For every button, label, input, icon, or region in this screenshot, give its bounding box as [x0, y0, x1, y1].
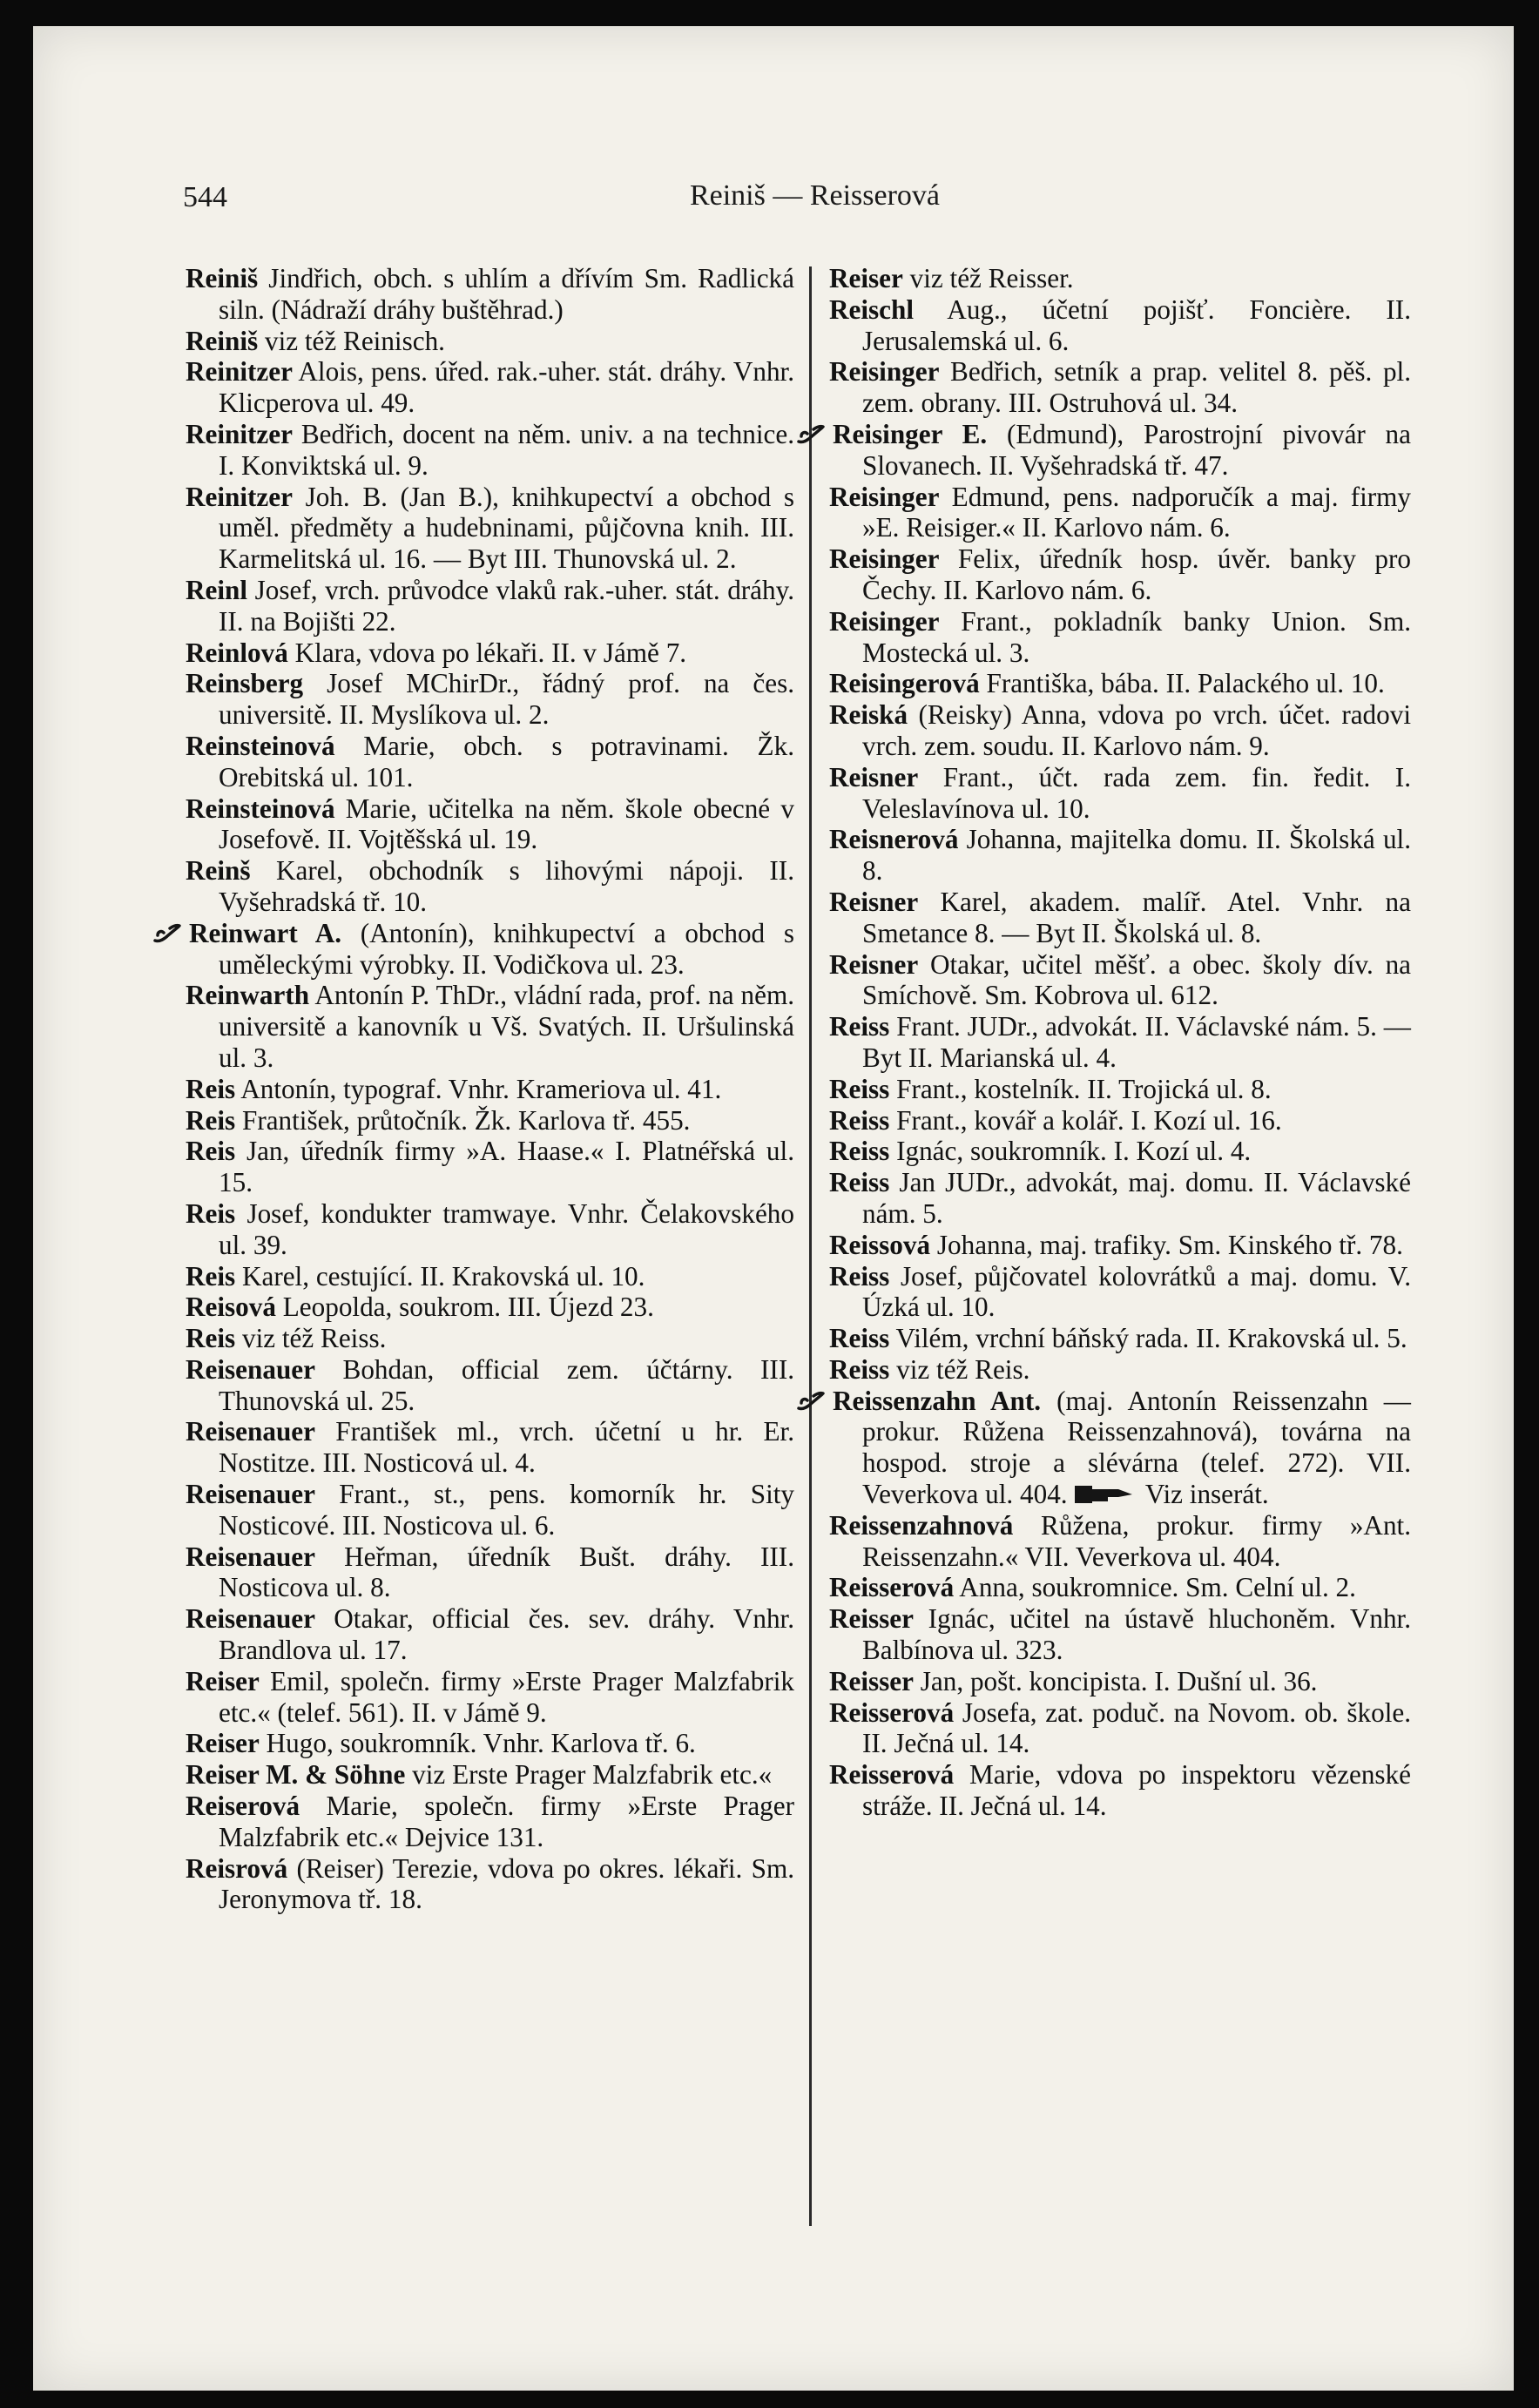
column-divider: [809, 266, 812, 2226]
entry-headword: Reinsberg: [186, 668, 304, 699]
directory-entry: [829, 606, 1411, 669]
entry-headword: Reiniš: [186, 263, 259, 293]
entry-text: Bedřich, setník a prap. velitel 8. pěš. pl. zem. obrany. III. Ostruhová ul. 34.: [862, 356, 1411, 419]
directory-entry: [829, 1074, 1411, 1105]
entry-headword: Reischl: [829, 293, 915, 325]
directory-entry: [829, 1697, 1411, 1760]
directory-entry: [186, 1666, 794, 1729]
entry-text: Edmund, pens. nadporučík a maj. firmy »E. Reisiger.« II. Karlovo nám. 6.: [862, 481, 1411, 543]
entry-text: Leopolda, soukrom. III. Újezd 23.: [275, 1292, 654, 1323]
entry-text: Hugo, soukromník. Vnhr. Karlova tř. 6.: [259, 1728, 696, 1759]
entry-headword: Reisserová: [829, 1696, 955, 1728]
directory-entry: [186, 1853, 794, 1916]
entry-headword: Reisserová: [829, 1572, 955, 1603]
entry-text: Ignác, učitel na ústavě hluchoněm. Vnhr. Balbínova ul. 323.: [862, 1603, 1411, 1666]
directory-entry: [829, 1230, 1411, 1261]
entry-headword: Reiser: [186, 1728, 260, 1759]
entry-headword: Reiser: [186, 1665, 260, 1696]
directory-entry: [186, 1479, 794, 1541]
directory-entry: [186, 575, 794, 637]
directory-entry: [186, 1603, 794, 1666]
entry-text: Josef, půjčovatel kolovrátků a maj. domu. V. Úzká ul. 10.: [862, 1260, 1411, 1323]
entry-text: Emil, společn. firmy »Erste Prager Malzfabrik etc.« (telef. 561). II. v Jámě 9.: [219, 1665, 794, 1728]
directory-entry: [829, 419, 1411, 482]
directory-entry: [186, 731, 794, 793]
entry-headword: Reisenauer: [186, 1416, 315, 1447]
entry-text: (Edmund), Parostrojní pivovár na Slovanech. II. Vyšehradská tř. 47.: [862, 418, 1411, 481]
entry-headword: Reiská: [829, 699, 908, 731]
entry-headword: Reinitzer: [186, 481, 293, 512]
directory-entry: [829, 1323, 1411, 1354]
entry-text: Jan, pošt. koncipista. I. Dušní ul. 36.: [914, 1665, 1318, 1696]
entry-headword: Reis: [186, 1136, 236, 1167]
directory-entry: [186, 419, 794, 482]
entry-headword: Reisner: [829, 886, 919, 917]
directory-entry: [186, 1416, 794, 1479]
directory-entry: [829, 1167, 1411, 1230]
left-column: [186, 263, 794, 1915]
entry-headword: Reiniš: [186, 325, 259, 356]
entry-headword: Reissenzahnová: [829, 1509, 1014, 1541]
entry-headword: Reissenzahn Ant.: [833, 1385, 1042, 1416]
entry-text: Bohdan, official zem. účtárny. III. Thunovská ul. 25.: [219, 1353, 794, 1416]
entry-text: Heřman, úředník Bušt. dráhy. III. Nosticova ul. 8.: [219, 1541, 794, 1603]
directory-entry: [829, 1666, 1411, 1697]
directory-entry: [829, 1011, 1411, 1074]
directory-entry: [829, 887, 1411, 949]
entry-text: (Reisky) Anna, vdova po vrch. účet. radovi vrch. zem. soudu. II. Karlovo nám. 9.: [862, 699, 1411, 761]
directory-entry: [186, 793, 794, 856]
entry-text: Frant., účt. rada zem. fin. ředit. I. Veleslavínova ul. 10.: [862, 761, 1411, 824]
entry-text: Johanna, maj. trafiky. Sm. Kinského tř. 78.: [930, 1229, 1403, 1260]
directory-entry: [829, 762, 1411, 825]
directory-entry: [829, 668, 1411, 699]
entry-headword: Reis: [186, 1197, 236, 1229]
entry-headword: Reisová: [186, 1292, 276, 1323]
entry-text: Karel, cestující. II. Krakovská ul. 10.: [235, 1260, 645, 1292]
directory-entry: [186, 1728, 794, 1759]
entry-headword: Reisenauer: [186, 1541, 315, 1572]
directory-entry: [186, 326, 794, 357]
directory-entry: [186, 356, 794, 419]
entry-headword: Reisenauer: [186, 1353, 315, 1385]
entry-headword: Reinl: [186, 574, 248, 605]
telephone-mark-icon: [796, 424, 826, 445]
entry-headword: Reinwarth: [186, 980, 310, 1011]
entry-headword: Reiss: [829, 1073, 890, 1104]
entry-text: (Reiser) Terezie, vdova po okres. lékaři. Sm. Jeronymova tř. 18.: [219, 1852, 794, 1915]
entry-text: (Antonín), knihkupectví a obchod s uměleckými výrobky. II. Vodičkova ul. 23.: [219, 917, 794, 980]
directory-entry: [829, 294, 1411, 357]
entry-headword: Reis: [186, 1260, 236, 1292]
entry-text: Bedřich, docent na něm. univ. a na technice. I. Konviktská ul. 9.: [219, 418, 794, 481]
running-head: Reiniš — Reisserová: [689, 179, 941, 212]
directory-entry: [829, 1572, 1411, 1603]
directory-entry: [186, 1136, 794, 1198]
entry-headword: Reisinger: [829, 543, 940, 575]
directory-entry: [829, 1759, 1411, 1822]
directory-entry: [829, 482, 1411, 544]
directory-entry: [186, 1759, 794, 1791]
directory-entry: [186, 668, 794, 731]
entry-headword: Reisenauer: [186, 1603, 315, 1635]
telephone-mark-icon: [796, 1391, 826, 1412]
entry-text: Marie, společn. firmy »Erste Prager Malzfabrik etc.« Dejvice 131.: [219, 1791, 794, 1852]
entry-headword: Reinwart A.: [189, 917, 342, 948]
entry-text: Růžena, prokur. firmy »Ant. Reissenzahn.« VII. Veverkova ul. 404.: [862, 1509, 1411, 1572]
directory-entry: [829, 356, 1411, 419]
directory-entry: [829, 699, 1411, 762]
telephone-mark-icon: [152, 923, 182, 944]
entry-text: viz též Reinisch.: [258, 325, 445, 356]
directory-entry: [829, 263, 1411, 294]
entry-headword: Reiser: [829, 263, 903, 293]
entry-headword: Reiserová: [186, 1791, 300, 1822]
entry-text: (maj. Antonín Reissenzahn — prokur. Růžena Reissenzahnová), továrna na hospod. stroje a slévárna (telef. 272). VII. Veverkova ul. 404.: [862, 1385, 1411, 1510]
directory-entry: [186, 637, 794, 669]
directory-page: [33, 26, 1514, 2391]
directory-entry: [186, 1292, 794, 1323]
entry-headword: Reisinger: [829, 605, 940, 637]
entry-headword: Reinsteinová: [186, 793, 335, 824]
entry-text: viz též Reis.: [889, 1353, 1030, 1385]
directory-entry: [186, 1105, 794, 1137]
entry-text: Josef, vrch. průvodce vlaků rak.-uher. stát. dráhy. II. na Bojišti 22.: [219, 574, 794, 637]
entry-text: Anna, soukromnice. Sm. Celní ul. 2.: [954, 1572, 1356, 1603]
entry-text: Alois, pens. úřed. rak.-uher. stát. dráhy. Vnhr. Klicperova ul. 49.: [219, 356, 794, 419]
page-number: 544: [183, 181, 227, 213]
entry-headword: Reinlová: [186, 637, 288, 668]
entry-headword: Reisinger: [829, 356, 940, 388]
entry-headword: Reiss: [829, 1011, 890, 1042]
directory-entry: [186, 1323, 794, 1354]
entry-headword: Reis: [186, 1073, 236, 1104]
pointing-hand-icon: [1073, 1482, 1134, 1507]
entry-text: Antonín, typograf. Vnhr. Krameriova ul. 41.: [235, 1073, 722, 1104]
entry-text: Josefa, zat. poduč. na Novom. ob. škole. II. Ječná ul. 14.: [862, 1696, 1411, 1759]
entry-text: viz též Reisser.: [902, 263, 1074, 293]
directory-entry: [829, 1261, 1411, 1324]
entry-text: František ml., vrch. účetní u hr. Er. Nostitze. III. Nosticová ul. 4.: [219, 1416, 794, 1479]
entry-text: Ignác, soukromník. I. Kozí ul. 4.: [889, 1136, 1252, 1167]
entry-headword: Reis: [186, 1104, 236, 1136]
entry-headword: Reisrová: [186, 1852, 288, 1884]
entry-headword: Reisingerová: [829, 668, 980, 699]
directory-entry: [186, 1541, 794, 1604]
entry-headword: Reinitzer: [186, 418, 293, 449]
right-column: [829, 263, 1411, 1822]
entry-headword: Reis: [186, 1323, 236, 1354]
entry-text: Karel, akadem. malíř. Atel. Vnhr. na Smetance 8. — Byt II. Školská ul. 8.: [862, 886, 1411, 948]
entry-headword: Reiss: [829, 1136, 890, 1167]
entry-headword: Reisnerová: [829, 824, 959, 855]
entry-headword: Reinitzer: [186, 356, 293, 388]
entry-text: Marie, vdova po inspektoru vězenské stráže. II. Ječná ul. 14.: [862, 1759, 1411, 1822]
entry-headword: Reiss: [829, 1104, 890, 1136]
entry-headword: Reisserová: [829, 1759, 955, 1791]
directory-entry: [829, 1603, 1411, 1666]
entry-reference: Viz inserát.: [1138, 1479, 1269, 1510]
entry-text: Otakar, official čes. sev. dráhy. Vnhr. Brandlova ul. 17.: [219, 1603, 794, 1666]
entry-text: Josef MChirDr., řádný prof. na čes. universitě. II. Myslíkova ul. 2.: [219, 668, 794, 731]
directory-entry: [186, 855, 794, 918]
directory-entry: [186, 1354, 794, 1417]
entry-headword: Reisser: [829, 1665, 914, 1696]
entry-text: Jan, úředník firmy »A. Haase.« I. Platnéřská ul. 15.: [219, 1136, 794, 1198]
entry-headword: Reinš: [186, 855, 251, 887]
entry-headword: Reiss: [829, 1260, 890, 1292]
entry-headword: Reisinger E.: [833, 418, 988, 449]
directory-entry: [186, 1261, 794, 1292]
entry-text: Vilém, vrchní báňský rada. II. Krakovská ul. 5.: [889, 1323, 1407, 1354]
entry-text: Otakar, učitel měšť. a obec. školy dív. na Smíchově. Sm. Kobrova ul. 612.: [862, 948, 1411, 1011]
entry-text: František, průtočník. Žk. Karlova tř. 455.: [235, 1104, 691, 1136]
directory-entry: [186, 1791, 794, 1853]
entry-text: Joh. B. (Jan B.), knihkupectví a obchod s uměl. předměty a hudebninami, půjčovna knih. III. Karmelitská ul. 16. — Byt III. Thunovská ul. 2.: [219, 481, 794, 575]
entry-text: Františka, bába. II. Palackého ul. 10.: [979, 668, 1385, 699]
entry-text: Antonín P. ThDr., vládní rada, prof. na něm. universitě a kanovník u Vš. Svatých. II. Uršulinská ul. 3.: [219, 980, 794, 1073]
entry-text: Josef, kondukter tramwaye. Vnhr. Čelakovského ul. 39.: [219, 1197, 794, 1260]
entry-text: Frant., kovář a kolář. I. Kozí ul. 16.: [889, 1104, 1282, 1136]
directory-entry: [829, 543, 1411, 606]
entry-text: Frant. JUDr., advokát. II. Václavské nám. 5. — Byt II. Marianská ul. 4.: [862, 1011, 1411, 1073]
directory-entry: [186, 1074, 794, 1105]
directory-entry: [829, 1354, 1411, 1386]
entry-text: viz též Reiss.: [235, 1323, 387, 1354]
entry-text: Aug., účetní pojišť. Foncière. II. Jerusalemská ul. 6.: [862, 293, 1411, 356]
entry-headword: Reiss: [829, 1353, 890, 1385]
entry-text: Johanna, majitelka domu. II. Školská ul. 8.: [862, 824, 1411, 887]
entry-headword: Reissová: [829, 1229, 931, 1260]
directory-entry: [829, 949, 1411, 1012]
directory-entry: [829, 824, 1411, 887]
entry-text: Karel, obchodník s lihovými nápoji. II. Vyšehradská tř. 10.: [219, 855, 794, 917]
entry-text: Felix, úředník hosp. úvěr. banky pro Čechy. II. Karlovo nám. 6.: [862, 543, 1411, 605]
entry-headword: Reisenauer: [186, 1479, 315, 1510]
directory-entry: [829, 1510, 1411, 1573]
entry-headword: Reisser: [829, 1603, 914, 1635]
entry-text: Jan JUDr., advokát, maj. domu. II. Václavské nám. 5.: [862, 1167, 1411, 1229]
directory-entry: [829, 1386, 1411, 1510]
entry-headword: Reinsteinová: [186, 730, 335, 761]
directory-entry: [186, 918, 794, 981]
entry-text: Frant., st., pens. komorník hr. Sity Nosticové. III. Nosticova ul. 6.: [219, 1479, 794, 1541]
entry-text: Frant., kostelník. II. Trojická ul. 8.: [889, 1073, 1272, 1104]
directory-entry: [186, 1198, 794, 1261]
entry-text: Klara, vdova po lékaři. II. v Jámě 7.: [287, 637, 687, 668]
directory-entry: [186, 482, 794, 575]
entry-headword: Reisner: [829, 761, 919, 793]
entry-headword: Reiss: [829, 1323, 890, 1354]
entry-text: Marie, učitelka na něm. škole obecné v Josefově. II. Vojtěšská ul. 19.: [219, 793, 794, 855]
entry-text: Jindřich, obch. s uhlím a dřívím Sm. Radlická siln. (Nádraží dráhy buštěhrad.): [219, 263, 794, 325]
entry-text: viz Erste Prager Malzfabrik etc.«: [405, 1759, 773, 1791]
directory-entry: [186, 980, 794, 1073]
entry-headword: Reiser M. & Söhne: [186, 1759, 406, 1791]
entry-headword: Reiss: [829, 1167, 890, 1198]
directory-entry: [186, 263, 794, 326]
entry-text: Marie, obch. s potravinami. Žk. Orebitská ul. 101.: [219, 730, 794, 793]
directory-entry: [829, 1136, 1411, 1167]
entry-text: Frant., pokladník banky Union. Sm. Mostecká ul. 3.: [862, 605, 1411, 668]
entry-headword: Reisner: [829, 948, 919, 980]
entry-headword: Reisinger: [829, 481, 940, 512]
directory-entry: [829, 1105, 1411, 1137]
